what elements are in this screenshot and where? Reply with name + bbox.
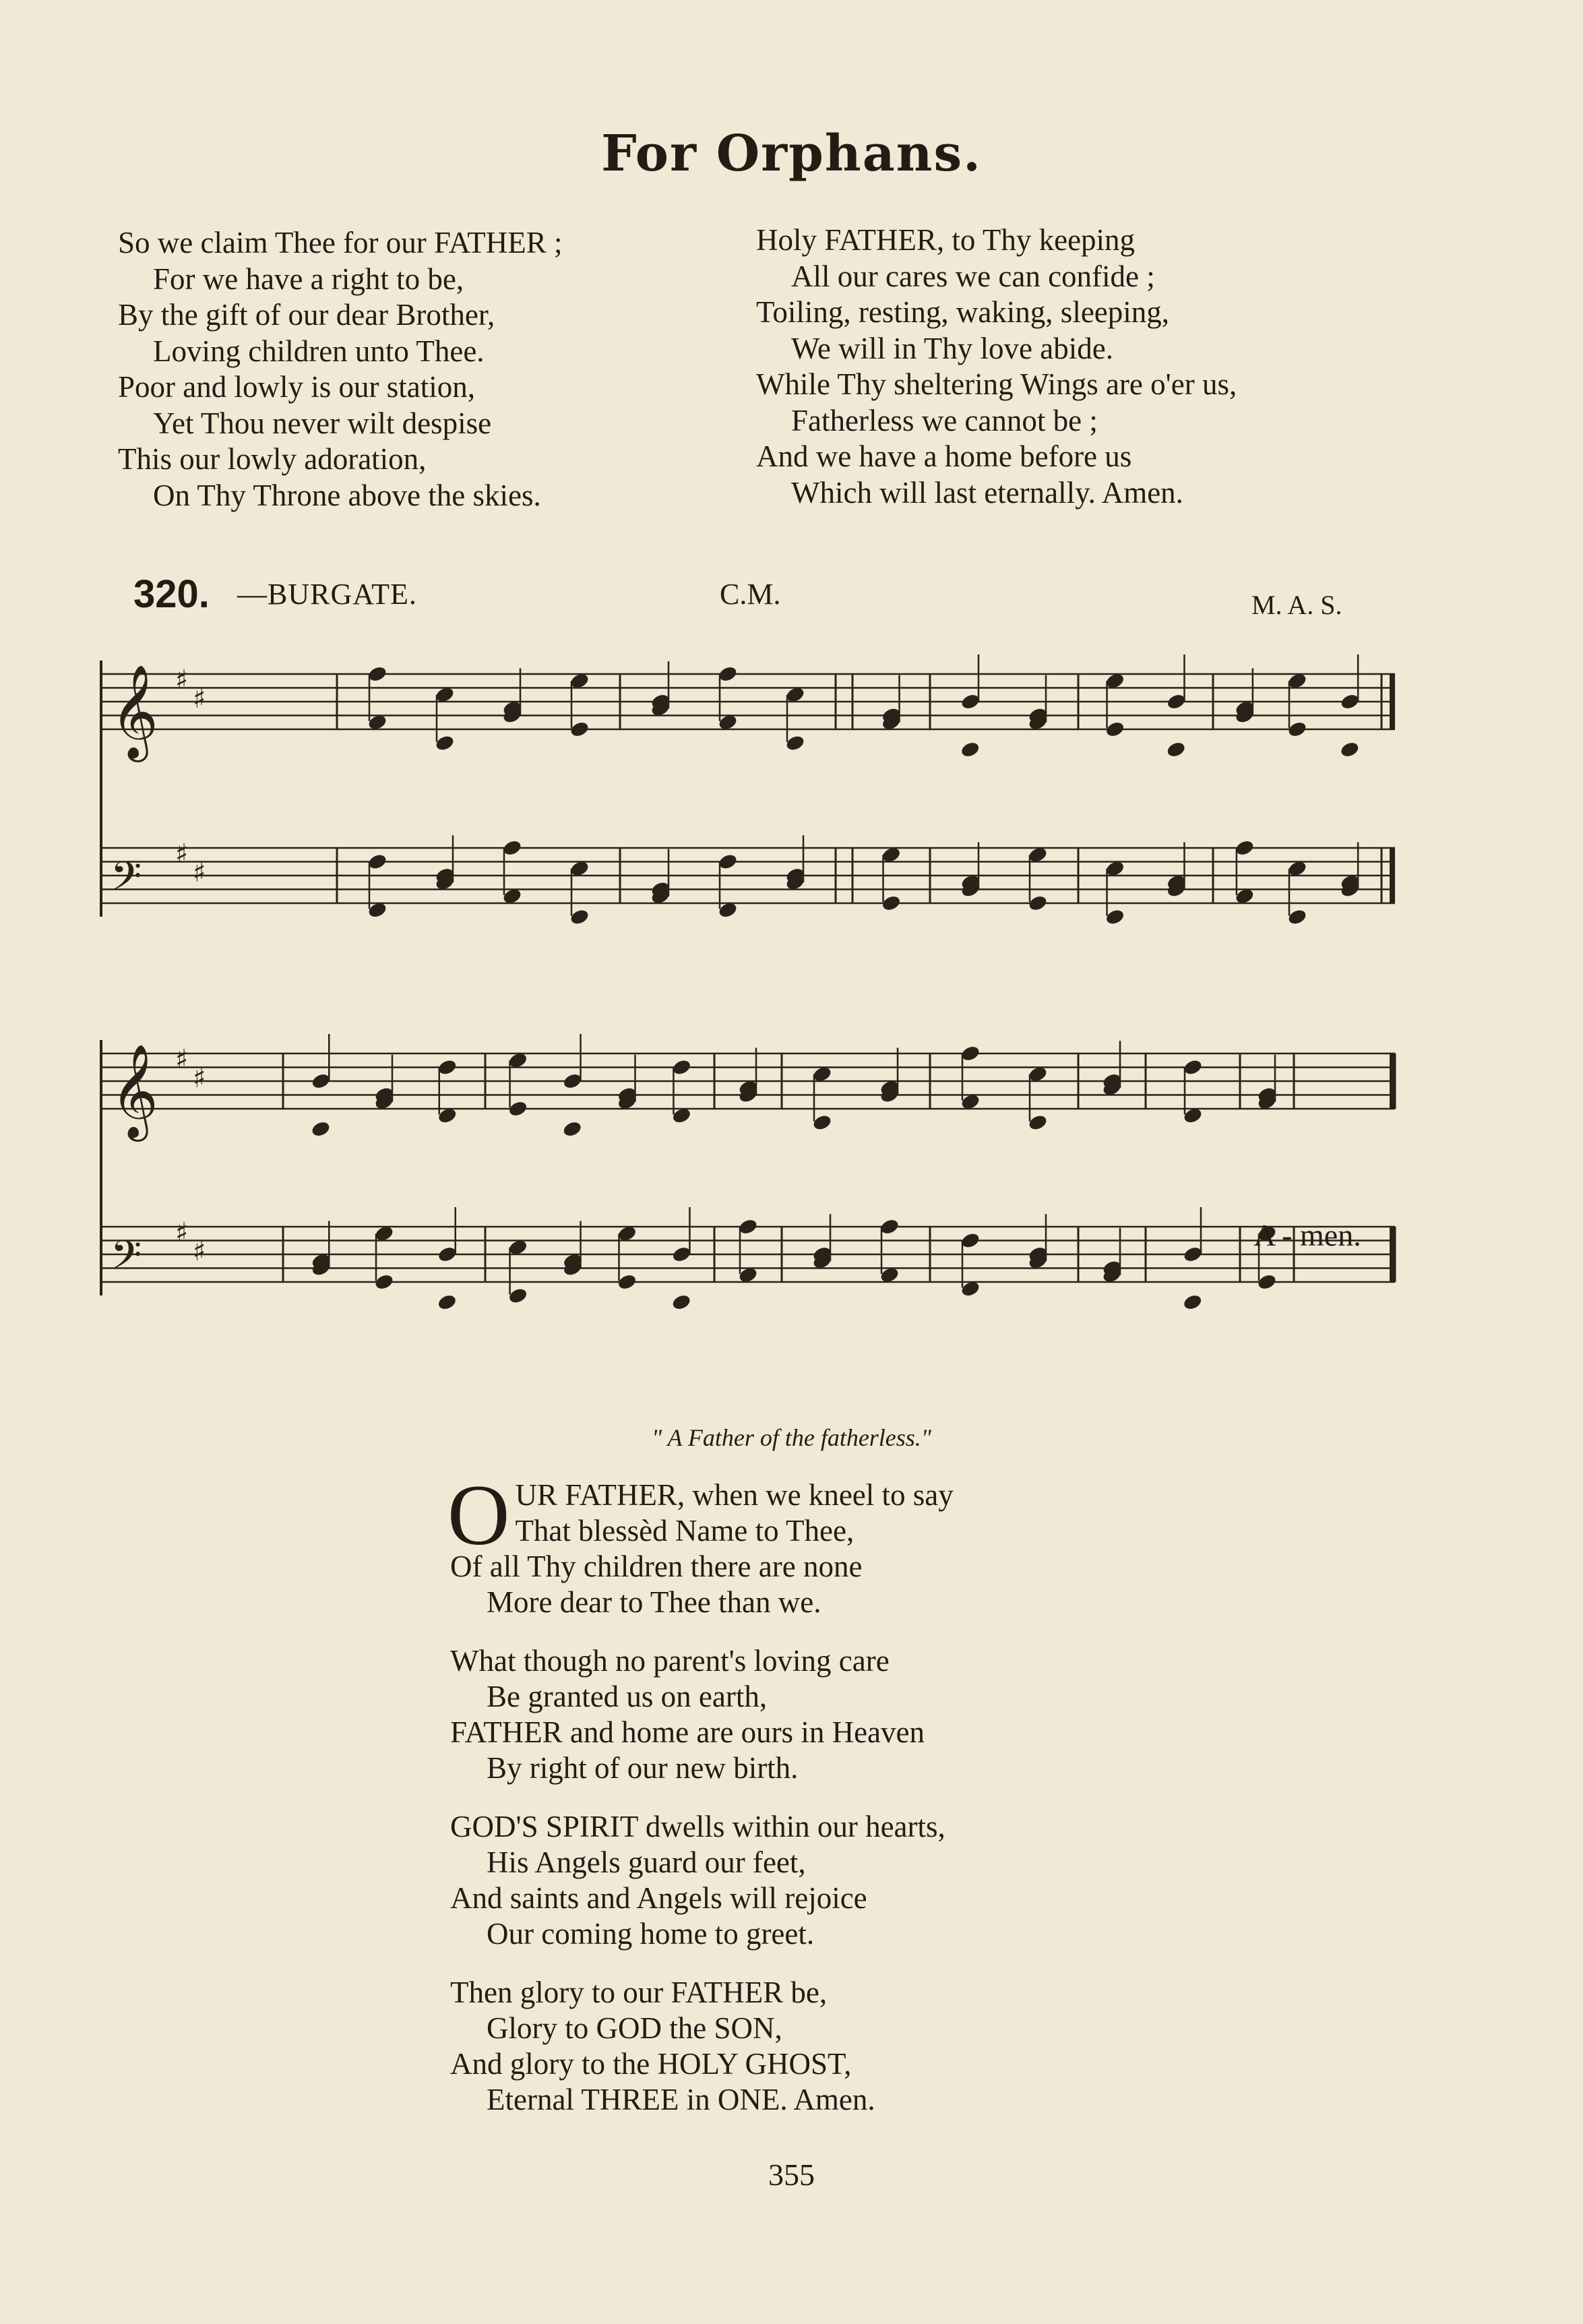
page-header: For Orphans. (601, 125, 982, 183)
note-head (1339, 740, 1360, 758)
sharp-icon: ♯ (193, 857, 206, 888)
hymn-line: And glory to the HOLY GHOST, (450, 2047, 852, 2081)
hymn-text (447, 1467, 954, 2141)
sharp-icon: ♯ (175, 1044, 189, 1075)
hymn-line: UR FATHER, when we kneel to say (515, 1478, 954, 1512)
poem-left-column (118, 225, 562, 514)
stanza (447, 1467, 954, 1620)
note-head (671, 1293, 692, 1311)
hymn-composer: M. A. S. (1251, 590, 1342, 620)
sharp-icon: ♯ (175, 838, 189, 869)
poem-line: Toiling, resting, waking, sleeping, (756, 295, 1170, 329)
hymn-line: Eternal THREE in ONE. Amen. (487, 2083, 875, 2116)
hymn-epigraph: " A Father of the fatherless." (652, 1424, 931, 1451)
poem-line: Holy FATHER, to Thy keeping (756, 223, 1136, 257)
hymn-line: Then glory to our FATHER be, (450, 1976, 828, 2009)
hymn-line: Be granted us on earth, (487, 1680, 768, 1713)
poem-line: So we claim Thee for our FATHER ; (118, 226, 563, 259)
hymn-line: Glory to GOD the SON, (487, 2011, 782, 2045)
note-head (1166, 740, 1187, 758)
poem-line: While Thy sheltering Wings are o'er us, (756, 367, 1237, 401)
hymn-line: That blessèd Name to Thee, (515, 1514, 855, 1548)
poem-right-column (756, 222, 1237, 511)
poem-line: All our cares we can confide ; (791, 259, 1155, 293)
drop-cap: O (447, 1467, 510, 1563)
hymn-line: Of all Thy children there are none (450, 1550, 863, 1583)
note-head (960, 740, 981, 758)
page-number: 355 (768, 2158, 815, 2192)
treble-clef-icon: 𝄞 (111, 665, 158, 758)
poem-line: We will in Thy love abide. (791, 331, 1113, 365)
hymn-line: More dear to Thee than we. (487, 1585, 821, 1619)
hymn-line: Our coming home to greet. (487, 1917, 815, 1951)
note-head (562, 1120, 583, 1138)
note-head (437, 1293, 458, 1311)
poem-line: Loving children unto Thee. (153, 334, 485, 368)
poem-line: And we have a home before us (756, 439, 1132, 473)
stanza (450, 1643, 945, 1786)
poem-line: Poor and lowly is our station, (118, 370, 475, 404)
hymn-line: And saints and Angels will rejoice (450, 1881, 867, 1915)
poem-line: For we have a right to be, (153, 262, 464, 296)
sharp-icon: ♯ (175, 665, 189, 696)
hymn-number: 320. (133, 572, 210, 616)
hymn-line: What though no parent's loving care (450, 1644, 890, 1678)
hymn-tune-name: —BURGATE. (237, 578, 417, 611)
sharp-icon: ♯ (193, 683, 206, 714)
stanza (450, 1975, 945, 2118)
poem-line: Yet Thou never wilt despise (153, 406, 492, 440)
poem-line: Fatherless we cannot be ; (791, 403, 1098, 437)
bass-clef-icon: 𝄢 (111, 1231, 142, 1288)
hymn-line: GOD'S SPIRIT dwells within our hearts, (450, 1810, 945, 1843)
hymn-metre: C.M. (720, 578, 781, 611)
poem-line: By the gift of our dear Brother, (118, 298, 495, 332)
stanza (450, 1809, 945, 1952)
amen-label: A - men. (1253, 1218, 1361, 1252)
sharp-icon: ♯ (193, 1063, 206, 1094)
hymn-line: His Angels guard our feet, (487, 1845, 806, 1879)
poem-line: On Thy Throne above the skies. (153, 478, 541, 512)
hymn-line: By right of our new birth. (487, 1751, 799, 1785)
treble-clef-icon: 𝄞 (111, 1044, 158, 1138)
note-head (310, 1120, 331, 1138)
sharp-icon: ♯ (193, 1236, 206, 1267)
music-score (94, 634, 1402, 1402)
bass-clef-icon: 𝄢 (111, 853, 142, 909)
note-head (1182, 1293, 1203, 1311)
sharp-icon: ♯ (175, 1217, 189, 1248)
poem-line: This our lowly adoration, (118, 442, 427, 476)
hymn-line: FATHER and home are ours in Heaven (450, 1715, 925, 1749)
poem-line: Which will last eternally. Amen. (791, 475, 1183, 510)
